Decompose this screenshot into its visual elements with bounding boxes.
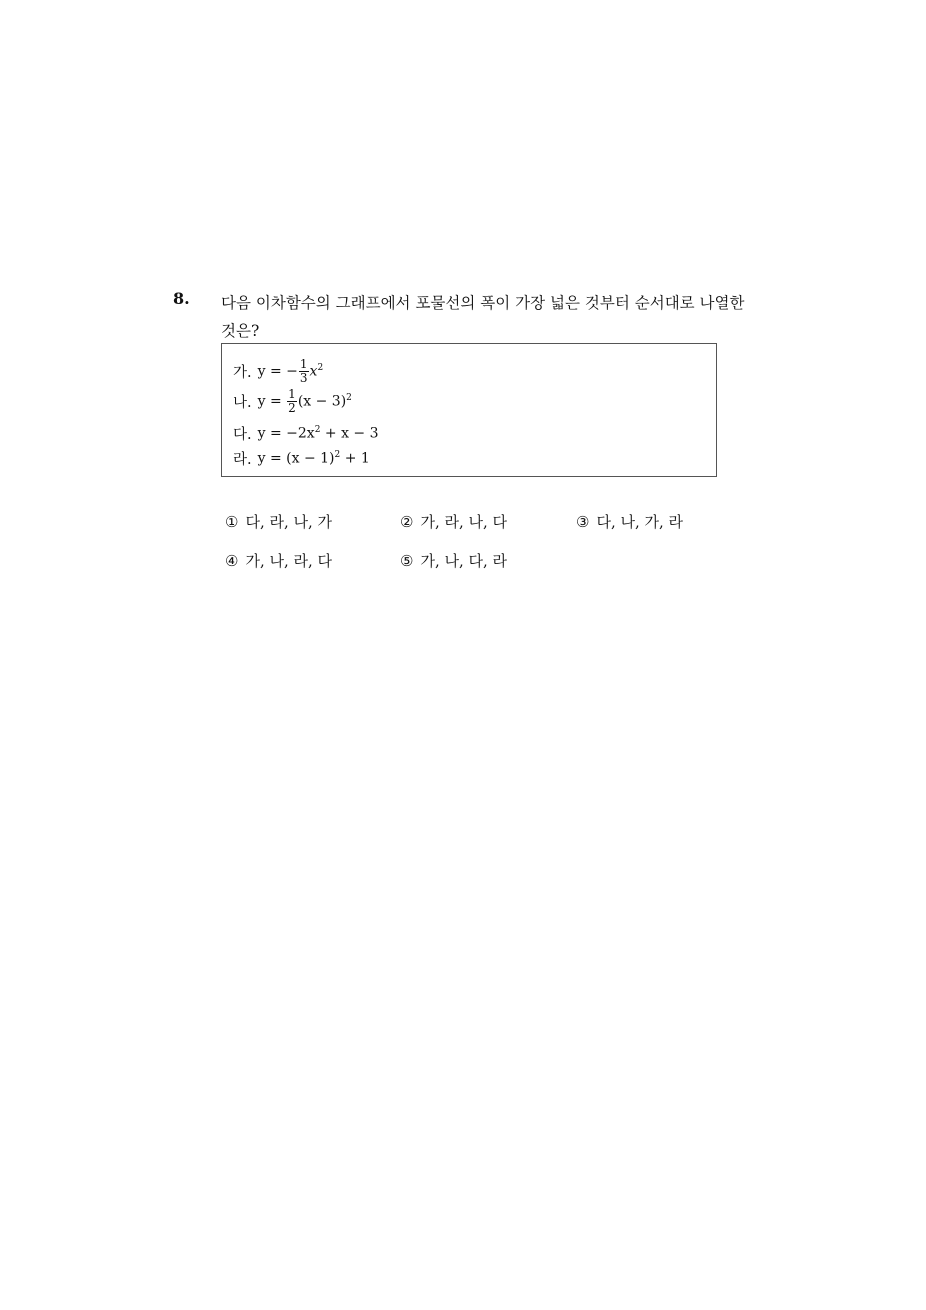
choice-mark: ④ bbox=[225, 552, 239, 570]
choice-text: 가, 나, 다, 라 bbox=[420, 552, 508, 570]
equation-part: (x − 3) bbox=[297, 393, 347, 410]
equation-part: y = bbox=[257, 393, 287, 410]
conditions-box bbox=[221, 343, 717, 477]
fraction-denominator: 3 bbox=[299, 371, 308, 385]
fraction bbox=[299, 358, 309, 385]
item-equation bbox=[258, 425, 379, 442]
choice-mark: ① bbox=[225, 513, 239, 531]
choice-4[interactable] bbox=[225, 550, 332, 571]
item-label: 다. bbox=[233, 427, 252, 443]
exponent: 2 bbox=[314, 425, 321, 436]
exponent: 2 bbox=[317, 362, 324, 373]
item-equation bbox=[258, 450, 370, 467]
choice-text: 가, 나, 라, 다 bbox=[245, 552, 333, 570]
fraction-numerator: 1 bbox=[299, 357, 308, 371]
question-number: 8. bbox=[173, 289, 190, 308]
question-text: 다음 이차함수의 그래프에서 포물선의 폭이 가장 넓은 것부터 순서대로 나열한 것은? bbox=[221, 294, 745, 340]
exponent: 2 bbox=[334, 450, 341, 461]
choice-2[interactable] bbox=[400, 511, 507, 532]
item-na bbox=[233, 388, 352, 415]
fraction-numerator: 1 bbox=[288, 387, 296, 401]
item-equation bbox=[258, 358, 324, 385]
fraction-denominator: 2 bbox=[288, 401, 296, 415]
equation-part: x bbox=[309, 363, 318, 380]
item-label: 라. bbox=[233, 452, 252, 468]
item-equation bbox=[258, 388, 352, 415]
fraction bbox=[287, 388, 297, 415]
item-label: 가. bbox=[233, 365, 252, 381]
equation-part: + 1 bbox=[340, 450, 370, 467]
choice-text: 가, 라, 나, 다 bbox=[420, 513, 508, 531]
choice-mark: ③ bbox=[576, 513, 590, 531]
equation-part: + x − 3 bbox=[320, 425, 379, 442]
item-ra bbox=[233, 448, 370, 469]
choice-mark: ⑤ bbox=[400, 552, 414, 570]
item-label: 나. bbox=[233, 395, 252, 411]
choice-text: 다, 나, 가, 라 bbox=[596, 513, 684, 531]
choice-text: 다, 라, 나, 가 bbox=[245, 513, 333, 531]
equation-part: y = −2x bbox=[257, 425, 315, 442]
choice-mark: ② bbox=[400, 513, 414, 531]
choice-1[interactable] bbox=[225, 511, 332, 532]
equation-part: y = (x − 1) bbox=[257, 450, 335, 467]
item-da bbox=[233, 423, 379, 444]
item-ga bbox=[233, 358, 323, 385]
equation-part: y = − bbox=[257, 363, 298, 380]
exponent: 2 bbox=[346, 392, 352, 403]
choice-5[interactable] bbox=[400, 550, 507, 571]
choice-3[interactable] bbox=[576, 511, 683, 532]
